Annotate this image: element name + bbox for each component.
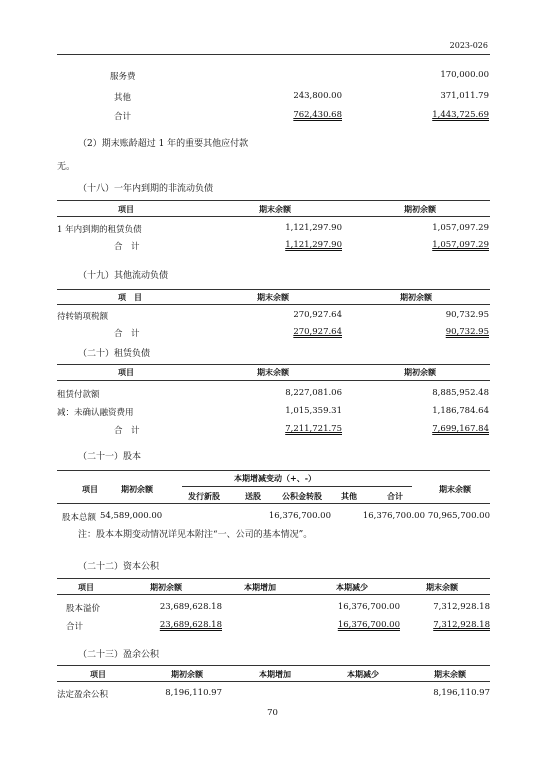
row-label: 股本总额 xyxy=(62,513,97,523)
begin-total: 1,443,725.69 xyxy=(432,110,489,120)
col-header-end: 期末余额 xyxy=(426,582,458,592)
col-header-bonus: 送股 xyxy=(245,491,261,501)
dec-value: 16,376,700.00 xyxy=(337,602,400,612)
group-rule xyxy=(182,486,412,487)
end-total: 762,430.68 xyxy=(293,110,342,120)
table-rule xyxy=(57,364,490,365)
begin-total: 23,689,628.18 xyxy=(159,620,222,630)
row-label: 合 计 xyxy=(114,426,140,436)
col-header-item: 项目 xyxy=(118,204,134,214)
end-value: 270,927.64 xyxy=(293,310,342,320)
row-label: 股本溢价 xyxy=(66,604,101,614)
table-rule xyxy=(57,216,490,217)
begin-total: 90,732.95 xyxy=(445,327,489,337)
col-header-begin: 期初余额 xyxy=(404,204,436,214)
begin-value: 170,000.00 xyxy=(440,70,489,80)
col-header-dec: 本期减少 xyxy=(336,582,368,592)
section-20-title: （二十）租赁负债 xyxy=(78,349,151,359)
section-21-title: （二十一）股本 xyxy=(78,452,142,462)
reserve-value: 16,376,700.00 xyxy=(268,511,331,521)
begin-value: 8,885,952.48 xyxy=(432,388,489,398)
col-header-end: 期末余额 xyxy=(434,669,466,679)
section-23-title: （二十三）盈余公积 xyxy=(78,650,160,660)
section-19-title: （十九）其他流动负债 xyxy=(78,271,169,281)
row-label: 待转销项税额 xyxy=(57,312,109,322)
col-header-inc: 本期增加 xyxy=(244,582,276,592)
row-label: 合 计 xyxy=(114,242,140,252)
begin-value: 1,057,097.29 xyxy=(432,223,489,233)
table-rule xyxy=(57,470,490,471)
col-header-end: 期末余额 xyxy=(257,292,289,302)
begin-value: 371,011.79 xyxy=(440,91,489,101)
begin-total: 7,699,167.84 xyxy=(432,424,489,434)
table-rule xyxy=(57,380,490,381)
row-label: 合计 xyxy=(114,112,132,122)
table-rule xyxy=(57,594,490,595)
table-rule xyxy=(57,681,490,682)
col-header-end: 期末余额 xyxy=(259,204,291,214)
end-value: 8,196,110.97 xyxy=(433,688,490,698)
end-total: 7,211,721.75 xyxy=(285,424,342,434)
col-header-begin: 期初余额 xyxy=(171,669,203,679)
col-header-begin: 期初余额 xyxy=(400,292,432,302)
col-header-item: 项目 xyxy=(90,669,106,679)
col-header-item: 项目 xyxy=(78,582,94,592)
end-total: 270,927.64 xyxy=(293,327,342,337)
section-18-title: （十八）一年内到期的非流动负债 xyxy=(78,184,214,194)
header-rule xyxy=(57,54,490,55)
table-rule xyxy=(57,578,490,579)
page-number: 70 xyxy=(267,708,278,718)
row-label: 减：未确认融资费用 xyxy=(57,408,134,418)
col-header-begin: 期初余额 xyxy=(121,484,153,494)
end-value: 1,121,297.90 xyxy=(285,223,342,233)
table-rule xyxy=(57,665,490,666)
col-header-item: 项 目 xyxy=(118,292,142,302)
document-number: 2023-026 xyxy=(449,41,488,50)
row-label: 1 年内到期的租赁负债 xyxy=(57,225,142,235)
end-value: 70,965,700.00 xyxy=(427,511,490,521)
end-total: 7,312,928.18 xyxy=(433,620,490,630)
row-label: 租赁付款额 xyxy=(57,390,100,400)
end-value: 1,015,359.31 xyxy=(285,406,342,416)
begin-value: 90,732.95 xyxy=(445,310,489,320)
end-value: 243,800.00 xyxy=(293,91,342,101)
begin-value: 1,186,784.64 xyxy=(432,406,489,416)
row-label: 合 计 xyxy=(114,329,140,339)
begin-value: 23,689,628.18 xyxy=(159,602,222,612)
begin-total: 1,057,097.29 xyxy=(432,240,489,250)
end-value: 8,227,081.06 xyxy=(285,388,342,398)
row-label: 合计 xyxy=(66,622,84,632)
col-header-new-shares: 发行新股 xyxy=(188,491,220,501)
aging-text: 无。 xyxy=(57,162,76,172)
col-header-subtotal: 合计 xyxy=(387,491,403,501)
col-header-end: 期末余额 xyxy=(257,367,289,377)
table-rule xyxy=(57,289,490,290)
col-header-inc: 本期增加 xyxy=(259,669,291,679)
section-22-title: （二十二）资本公积 xyxy=(78,562,160,572)
table-rule xyxy=(57,200,490,201)
col-header-reserve: 公积金转股 xyxy=(282,491,322,501)
aging-title: （2）期末账龄超过 1 年的重要其他应付款 xyxy=(78,139,249,149)
col-header-begin: 期初余额 xyxy=(150,582,182,592)
col-header-dec: 本期减少 xyxy=(347,669,379,679)
dec-total: 16,376,700.00 xyxy=(337,620,400,630)
col-header-item: 项目 xyxy=(82,484,98,494)
end-total: 1,121,297.90 xyxy=(285,240,342,250)
col-header-item: 项目 xyxy=(118,367,134,377)
begin-value: 54,589,000.00 xyxy=(100,511,163,521)
begin-value: 8,196,110.97 xyxy=(165,688,222,698)
table-rule xyxy=(57,304,490,305)
row-label: 其他 xyxy=(114,93,132,103)
col-header-change-group: 本期增减变动（+、-） xyxy=(234,473,317,483)
col-header-other: 其他 xyxy=(341,491,357,501)
table-rule xyxy=(57,503,490,504)
row-label: 服务费 xyxy=(110,72,136,82)
end-value: 7,312,928.18 xyxy=(433,602,490,612)
col-header-begin: 期初余额 xyxy=(404,367,436,377)
row-label: 法定盈余公积 xyxy=(57,690,109,700)
section-21-note: 注：股本本期变动情况详见本附注“一、公司的基本情况”。 xyxy=(78,530,313,540)
subtotal-value: 16,376,700.00 xyxy=(362,511,425,521)
col-header-end: 期末余额 xyxy=(439,484,471,494)
